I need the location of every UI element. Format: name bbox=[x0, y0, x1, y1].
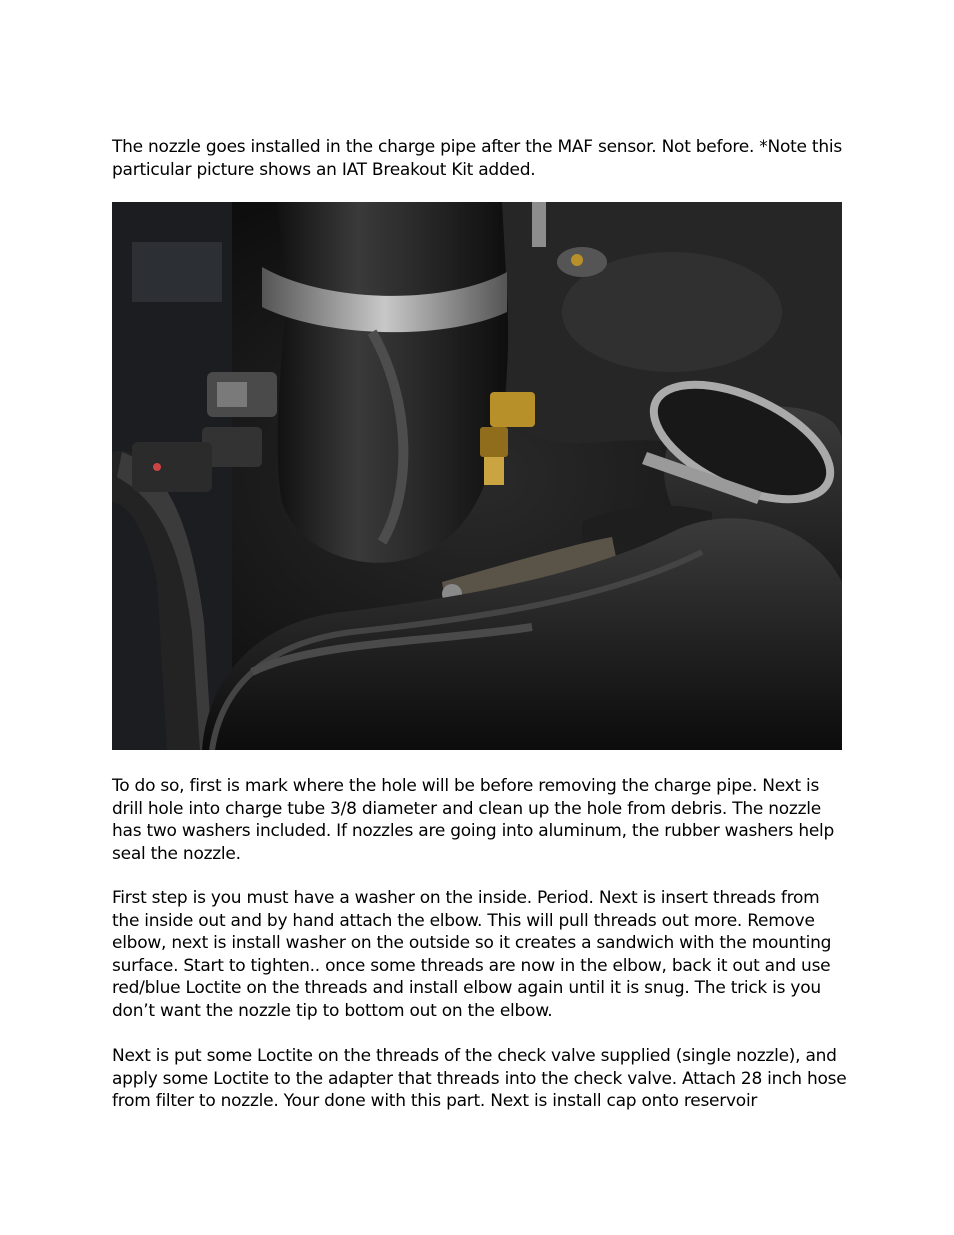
paragraph-check-valve: Next is put some Loctite on the threads of the check valve supplied (single nozzle), and apply some Loctite to the adapter that threads into the check valve. Attach 28 inch hose from filter to nozzle. Your done with this part. Next is install cap onto reservoir bbox=[112, 1046, 847, 1111]
paragraph-intro: The nozzle goes installed in the charge pipe after the MAF sensor. Not before. *Note this particular picture shows an IAT Breakout Kit added. bbox=[112, 137, 842, 180]
engine-bay-photo bbox=[112, 202, 842, 750]
paragraph-drilling: To do so, first is mark where the hole will be before removing the charge pipe. Next is drill hole into charge tube 3/8 diameter and clean up the hole from debris. The nozzle has two washers included. If nozzles are going into aluminum, the rubber washers help seal the nozzle. bbox=[112, 776, 835, 864]
paragraph-washer-install: First step is you must have a washer on the inside. Period. Next is insert threads from the inside out and by hand attach the elbow. This will pull threads out more. Remove elbow, next is install washer on the outside so it creates a sandwich with the mounting surface. Start to tighten.. once some threads are now in the elbow, back it out and use red/blue Loctite on the threads and install elbow again until it is snug. The trick is you don’t want the nozzle tip to bottom out on the elbow. bbox=[112, 888, 832, 1021]
engine-photo-illustration bbox=[112, 202, 842, 750]
